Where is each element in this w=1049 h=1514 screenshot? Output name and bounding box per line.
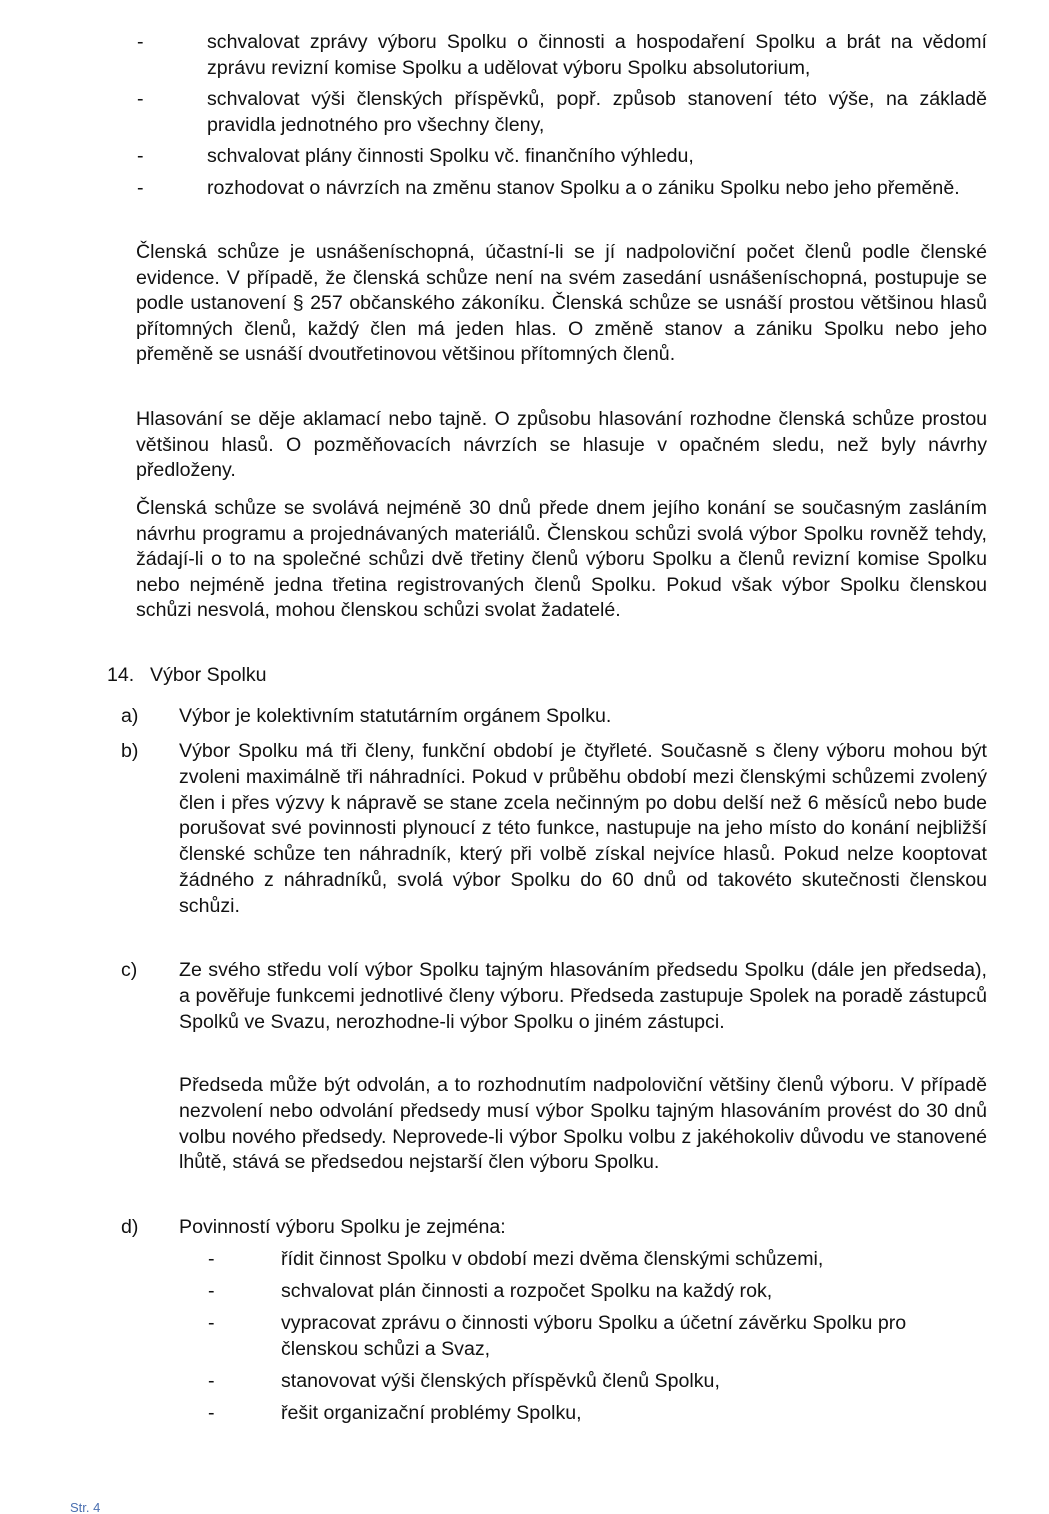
bullet-text: řešit organizační problémy Spolku,: [281, 1402, 582, 1424]
item-text: Výbor je kolektivním statutárním orgánem Spolku.: [179, 705, 612, 727]
item-text: Výbor Spolku má tři členy, funkční období je čtyřleté. Současně s členy výboru mohou být zvoleni maximálně tři náhradníci. Pokud v průběhu období mezi členskými schůzemi zvolený člen i přes výzvy k nápravě se stane zcela nečinným po dobu delší než 6 měsíců nebo bude porušovat své povinnosti plynoucí z této funkce, nastupuje na jeho místo do konání nejbližší členské schůze ten náhradník, který při volbě získal nejvíce hlasů. Pokud nelze kooptovat žádného z náhradníků, svolá výbor Spolku do 60 dnů od takovéto skutečnosti členskou schůzi.: [179, 740, 987, 917]
bullet-dash: -: [208, 1280, 215, 1302]
bullet-text: schvalovat výši členských příspěvků, popř. způsob stanovení této výše, na základě pravidla jednotného pro všechny členy,: [207, 88, 987, 136]
item-label: d): [121, 1216, 139, 1238]
bullet-dash: -: [208, 1402, 215, 1424]
paragraph: Členská schůze se svolává nejméně 30 dnů přede dnem jejího konání se současným zasláním návrhu programu a projednávaných materiálů. Členskou schůzi svolá výbor Spolku rovněž tehdy, žádají-li o to na společné schůzi dvě třetiny členů výboru Spolku a členů revizní komise Spolku nebo nejméně jedna třetina registrovaných členů Spolku. Pokud však výbor Spolku členskou schůzi nesvolá, mohou členskou schůzi svolat žadatelé.: [136, 497, 987, 622]
bullet-dash: -: [208, 1248, 215, 1270]
bullet-text: schvalovat plány činnosti Spolku vč. finančního výhledu,: [207, 145, 694, 167]
section-heading: [107, 663, 267, 689]
bullet-text: stanovovat výši členských příspěvků členů Spolku,: [281, 1370, 720, 1392]
bullet-dash: -: [208, 1370, 215, 1392]
paragraph: Členská schůze je usnášeníschopná, účastní-li se jí nadpoloviční počet členů podle členské evidence. V případě, že členská schůze není na svém zasedání usnášeníschopná, postupuje se podle ustanovení § 257 občanského zákoníku. Členská schůze se usnáší prostou většinou hlasů přítomných členů, každý člen má jeden hlas. O změně stanov a zániku Spolku nebo jeho přeměně se usnáší dvoutřetinovou většinou přítomných členů.: [136, 241, 987, 366]
bullet-dash: -: [137, 31, 144, 53]
bullet-dash: -: [208, 1312, 215, 1334]
bullet-text: schvalovat plán činnosti a rozpočet Spolku na každý rok,: [281, 1280, 773, 1302]
bullet-text: rozhodovat o návrzích na změnu stanov Spolku a o zániku Spolku nebo jeho přeměně.: [207, 177, 960, 199]
bullet-text: schvalovat zprávy výboru Spolku o činnosti a hospodaření Spolku a brát na vědomí zprávu revizní komise Spolku a udělovat výboru Spolku absolutorium,: [207, 31, 987, 79]
section-title: Výbor Spolku: [150, 664, 267, 686]
bullet-dash: -: [137, 88, 144, 110]
section-number: 14.: [107, 664, 135, 686]
bullet-text: řídit činnost Spolku v období mezi dvěma členskými schůzemi,: [281, 1248, 824, 1270]
item-label: a): [121, 705, 139, 727]
bullet-dash: -: [137, 177, 144, 199]
item-label: c): [121, 959, 138, 981]
item-label: b): [121, 740, 139, 762]
item-text: Povinností výboru Spolku je zejména:: [179, 1216, 506, 1238]
bullet-text: vypracovat zprávu o činnosti výboru Spolku a účetní závěrku Spolku pro členskou schůzi a Svaz,: [281, 1312, 907, 1360]
item-text: Ze svého středu volí výbor Spolku tajným hlasováním předsedu Spolku (dále jen předseda), a pověřuje funkcemi jednotlivé členy výboru. Předseda zastupuje Spolek na poradě zástupců Spolků ve Svazu, nerozhodne-li výbor Spolku o jiném zástupci.: [179, 959, 987, 1033]
item-text-continued: Předseda může být odvolán, a to rozhodnutím nadpoloviční většiny členů výboru. V případě nezvolení nebo odvolání předsedy musí výbor Spolku tajným hlasováním provést do 30 dnů volbu nového předsedy. Neprovede-li výbor Spolku volbu z jakéhokoliv důvodu ve stanovené lhůtě, stává se předsedou nejstarší člen výboru Spolku.: [179, 1074, 987, 1174]
paragraph: Hlasování se děje aklamací nebo tajně. O způsobu hlasování rozhodne členská schůze prostou většinou hlasů. O pozměňovacích návrzích se hlasuje v opačném sledu, než byly návrhy předloženy.: [136, 408, 987, 482]
bullet-dash: -: [137, 145, 144, 167]
page-number: Str. 4: [70, 1500, 101, 1514]
